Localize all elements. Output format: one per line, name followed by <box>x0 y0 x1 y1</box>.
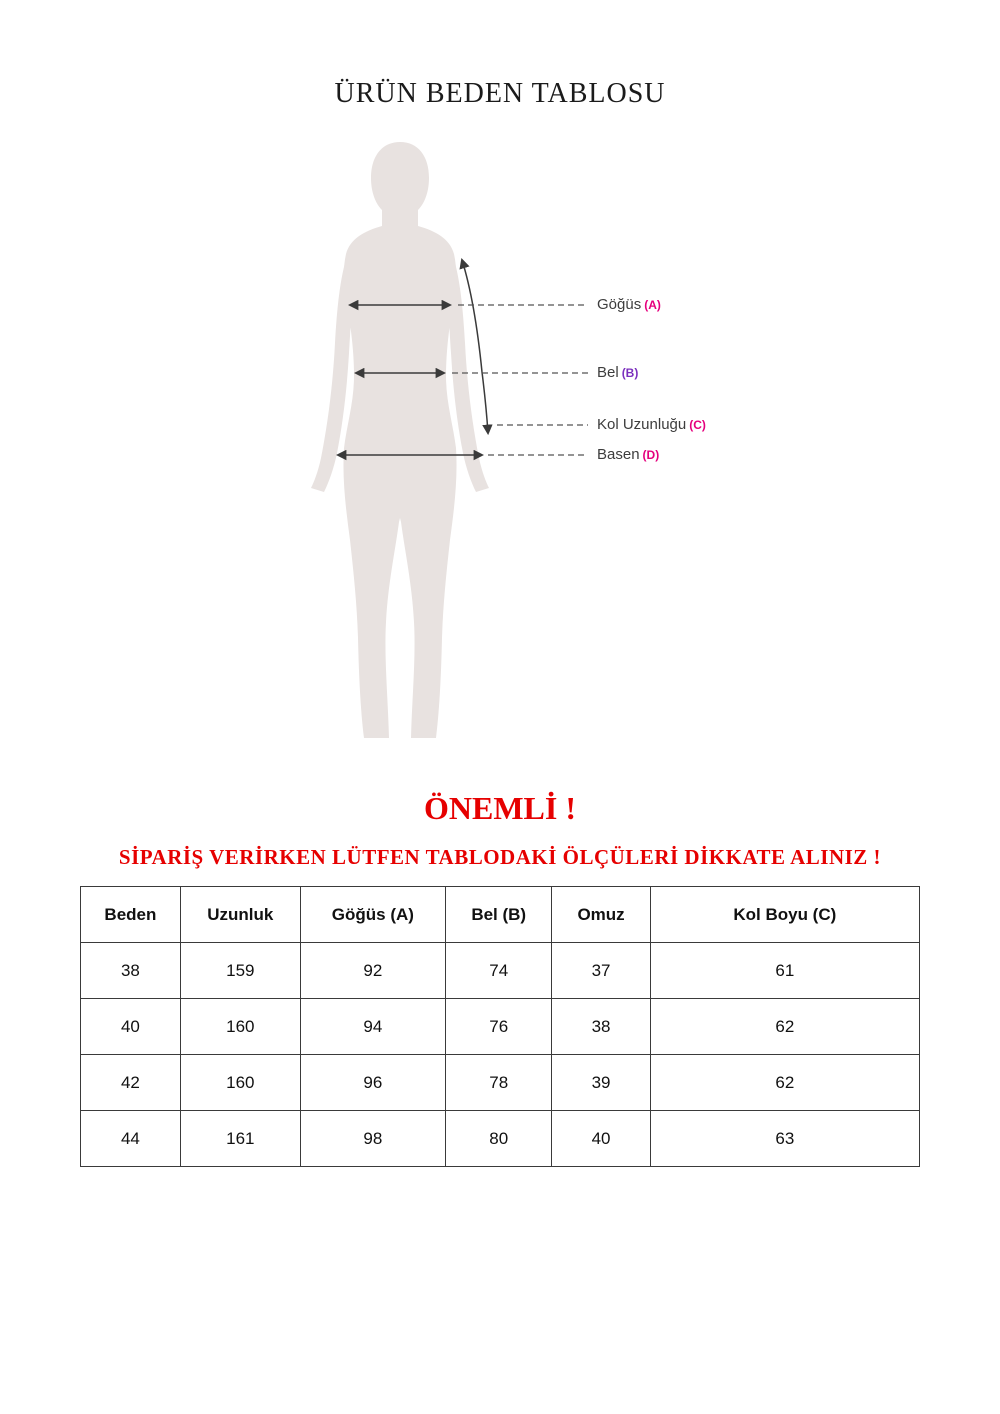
table-row <box>81 943 920 999</box>
table-cell: 39 <box>552 1055 650 1111</box>
table-cell: 74 <box>445 943 552 999</box>
waist-label <box>597 364 638 381</box>
column-header: Kol Boyu (C) <box>650 887 919 943</box>
table-cell: 61 <box>650 943 919 999</box>
table-cell: 42 <box>81 1055 181 1111</box>
table-cell: 63 <box>650 1111 919 1167</box>
table-cell: 37 <box>552 943 650 999</box>
size-table-header <box>81 887 920 943</box>
column-header: Göğüs (A) <box>300 887 445 943</box>
table-cell: 98 <box>300 1111 445 1167</box>
arm-length-label-letter: (C) <box>689 418 706 432</box>
table-cell: 62 <box>650 999 919 1055</box>
arm-length-label <box>597 416 706 433</box>
hip-label-letter: (D) <box>642 448 660 462</box>
column-header: Beden <box>81 887 181 943</box>
table-cell: 92 <box>300 943 445 999</box>
chest-label-text: Göğüs <box>597 296 642 313</box>
chest-label-letter: (A) <box>644 298 661 312</box>
column-header: Uzunluk <box>180 887 300 943</box>
table-cell: 38 <box>81 943 181 999</box>
table-header-row <box>81 887 920 943</box>
table-cell: 78 <box>445 1055 552 1111</box>
table-cell: 62 <box>650 1055 919 1111</box>
hip-label <box>597 446 659 463</box>
chest-label <box>597 296 661 313</box>
table-row <box>81 999 920 1055</box>
waist-label-letter: (B) <box>621 366 639 380</box>
body-silhouette <box>311 142 489 738</box>
table-cell: 159 <box>180 943 300 999</box>
size-table <box>80 886 920 1167</box>
table-cell: 96 <box>300 1055 445 1111</box>
column-header: Bel (B) <box>445 887 552 943</box>
table-cell: 160 <box>180 999 300 1055</box>
table-row <box>81 1111 920 1167</box>
table-cell: 38 <box>552 999 650 1055</box>
table-cell: 76 <box>445 999 552 1055</box>
page-title: ÜRÜN BEDEN TABLOSU <box>334 78 666 109</box>
size-table-body <box>81 943 920 1167</box>
measurement-diagram <box>0 130 1000 770</box>
hip-label-text: Basen <box>597 446 640 463</box>
table-cell: 160 <box>180 1055 300 1111</box>
table-cell: 44 <box>81 1111 181 1167</box>
table-row <box>81 1055 920 1111</box>
table-cell: 40 <box>552 1111 650 1167</box>
table-cell: 161 <box>180 1111 300 1167</box>
table-cell: 94 <box>300 999 445 1055</box>
warning-title: ÖNEMLİ ! <box>424 790 576 826</box>
warning-subtitle: SİPARİŞ VERİRKEN LÜTFEN TABLODAKİ ÖLÇÜLERİ DİKKATE ALINIZ ! <box>118 845 882 869</box>
column-header: Omuz <box>552 887 650 943</box>
waist-label-text: Bel <box>597 364 619 381</box>
table-cell: 40 <box>81 999 181 1055</box>
arm-length-label-text: Kol Uzunluğu <box>597 416 687 433</box>
table-cell: 80 <box>445 1111 552 1167</box>
